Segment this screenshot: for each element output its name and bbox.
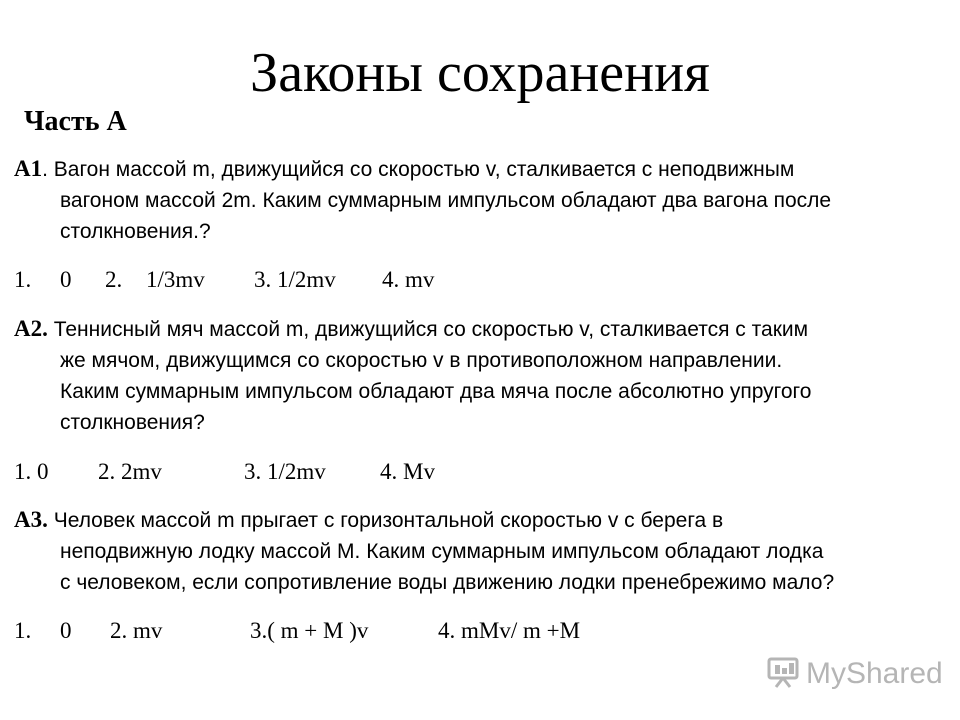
answer-option: 4. mMv/ m +M (438, 618, 581, 643)
answer-option: 2. 2mv (98, 459, 162, 484)
answer-option: 3. 1/2mv (244, 459, 326, 484)
answers-a3 (14, 616, 654, 646)
answer-option: 4. Mv (380, 459, 435, 484)
answer-option: 3.( m + M )v (250, 618, 369, 643)
question-label: А1 (14, 156, 43, 181)
page-title: Законы сохранения (250, 42, 710, 104)
question-line (14, 504, 954, 536)
watermark-text: MyShared (806, 657, 943, 690)
question-text: вагоном массой 2m. Каким суммарным импульсом обладают два вагона после (60, 189, 832, 212)
answer-option: 1. (14, 618, 32, 643)
question-text: неподвижную лодку массой М. Каким суммарным импульсом обладают лодка (60, 540, 824, 563)
question-text: Человек массой m прыгает с горизонтальной скоростью v с берега в (47, 509, 724, 532)
question-label: А3. (14, 507, 48, 532)
question-text: с человеком, если сопротивление воды движению лодки пренебрежимо мало? (60, 571, 835, 594)
question-text: . Вагон массой m, движущийся со скоростью v, сталкивается с неподвижным (42, 158, 795, 181)
question-text: Теннисный мяч массой m, движущийся со скоростью v, сталкивается с таким (47, 318, 809, 341)
answers-a2 (14, 457, 474, 487)
question-text: же мячом, движущимся со скоростью v в противоположном направлении. (60, 349, 783, 372)
answer-option: 0 (60, 267, 72, 292)
question-line (14, 313, 954, 345)
question-label: А2. (14, 316, 48, 341)
question-text: столкновения? (60, 411, 205, 434)
answer-option: 0 (60, 618, 72, 643)
answer-option: 2. (105, 267, 123, 292)
question-a3 (14, 504, 954, 598)
answer-option: 4. mv (382, 267, 435, 292)
question-a1 (14, 153, 954, 247)
answer-option: 1/3mv (146, 267, 205, 292)
answer-option: 1. 0 (14, 459, 49, 484)
presentation-board-icon (766, 655, 800, 694)
answer-option: 2. mv (110, 618, 163, 643)
question-text: Каким суммарным импульсом обладают два мяча после абсолютно упругого (60, 380, 812, 403)
watermark (766, 654, 943, 694)
answers-a1 (14, 265, 474, 295)
answer-option: 3. 1/2mv (254, 267, 336, 292)
part-label: Часть А (24, 106, 127, 137)
answer-option: 1. (14, 267, 32, 292)
question-a2 (14, 313, 954, 438)
question-text: столкновения.? (60, 220, 211, 243)
question-line (14, 153, 954, 185)
